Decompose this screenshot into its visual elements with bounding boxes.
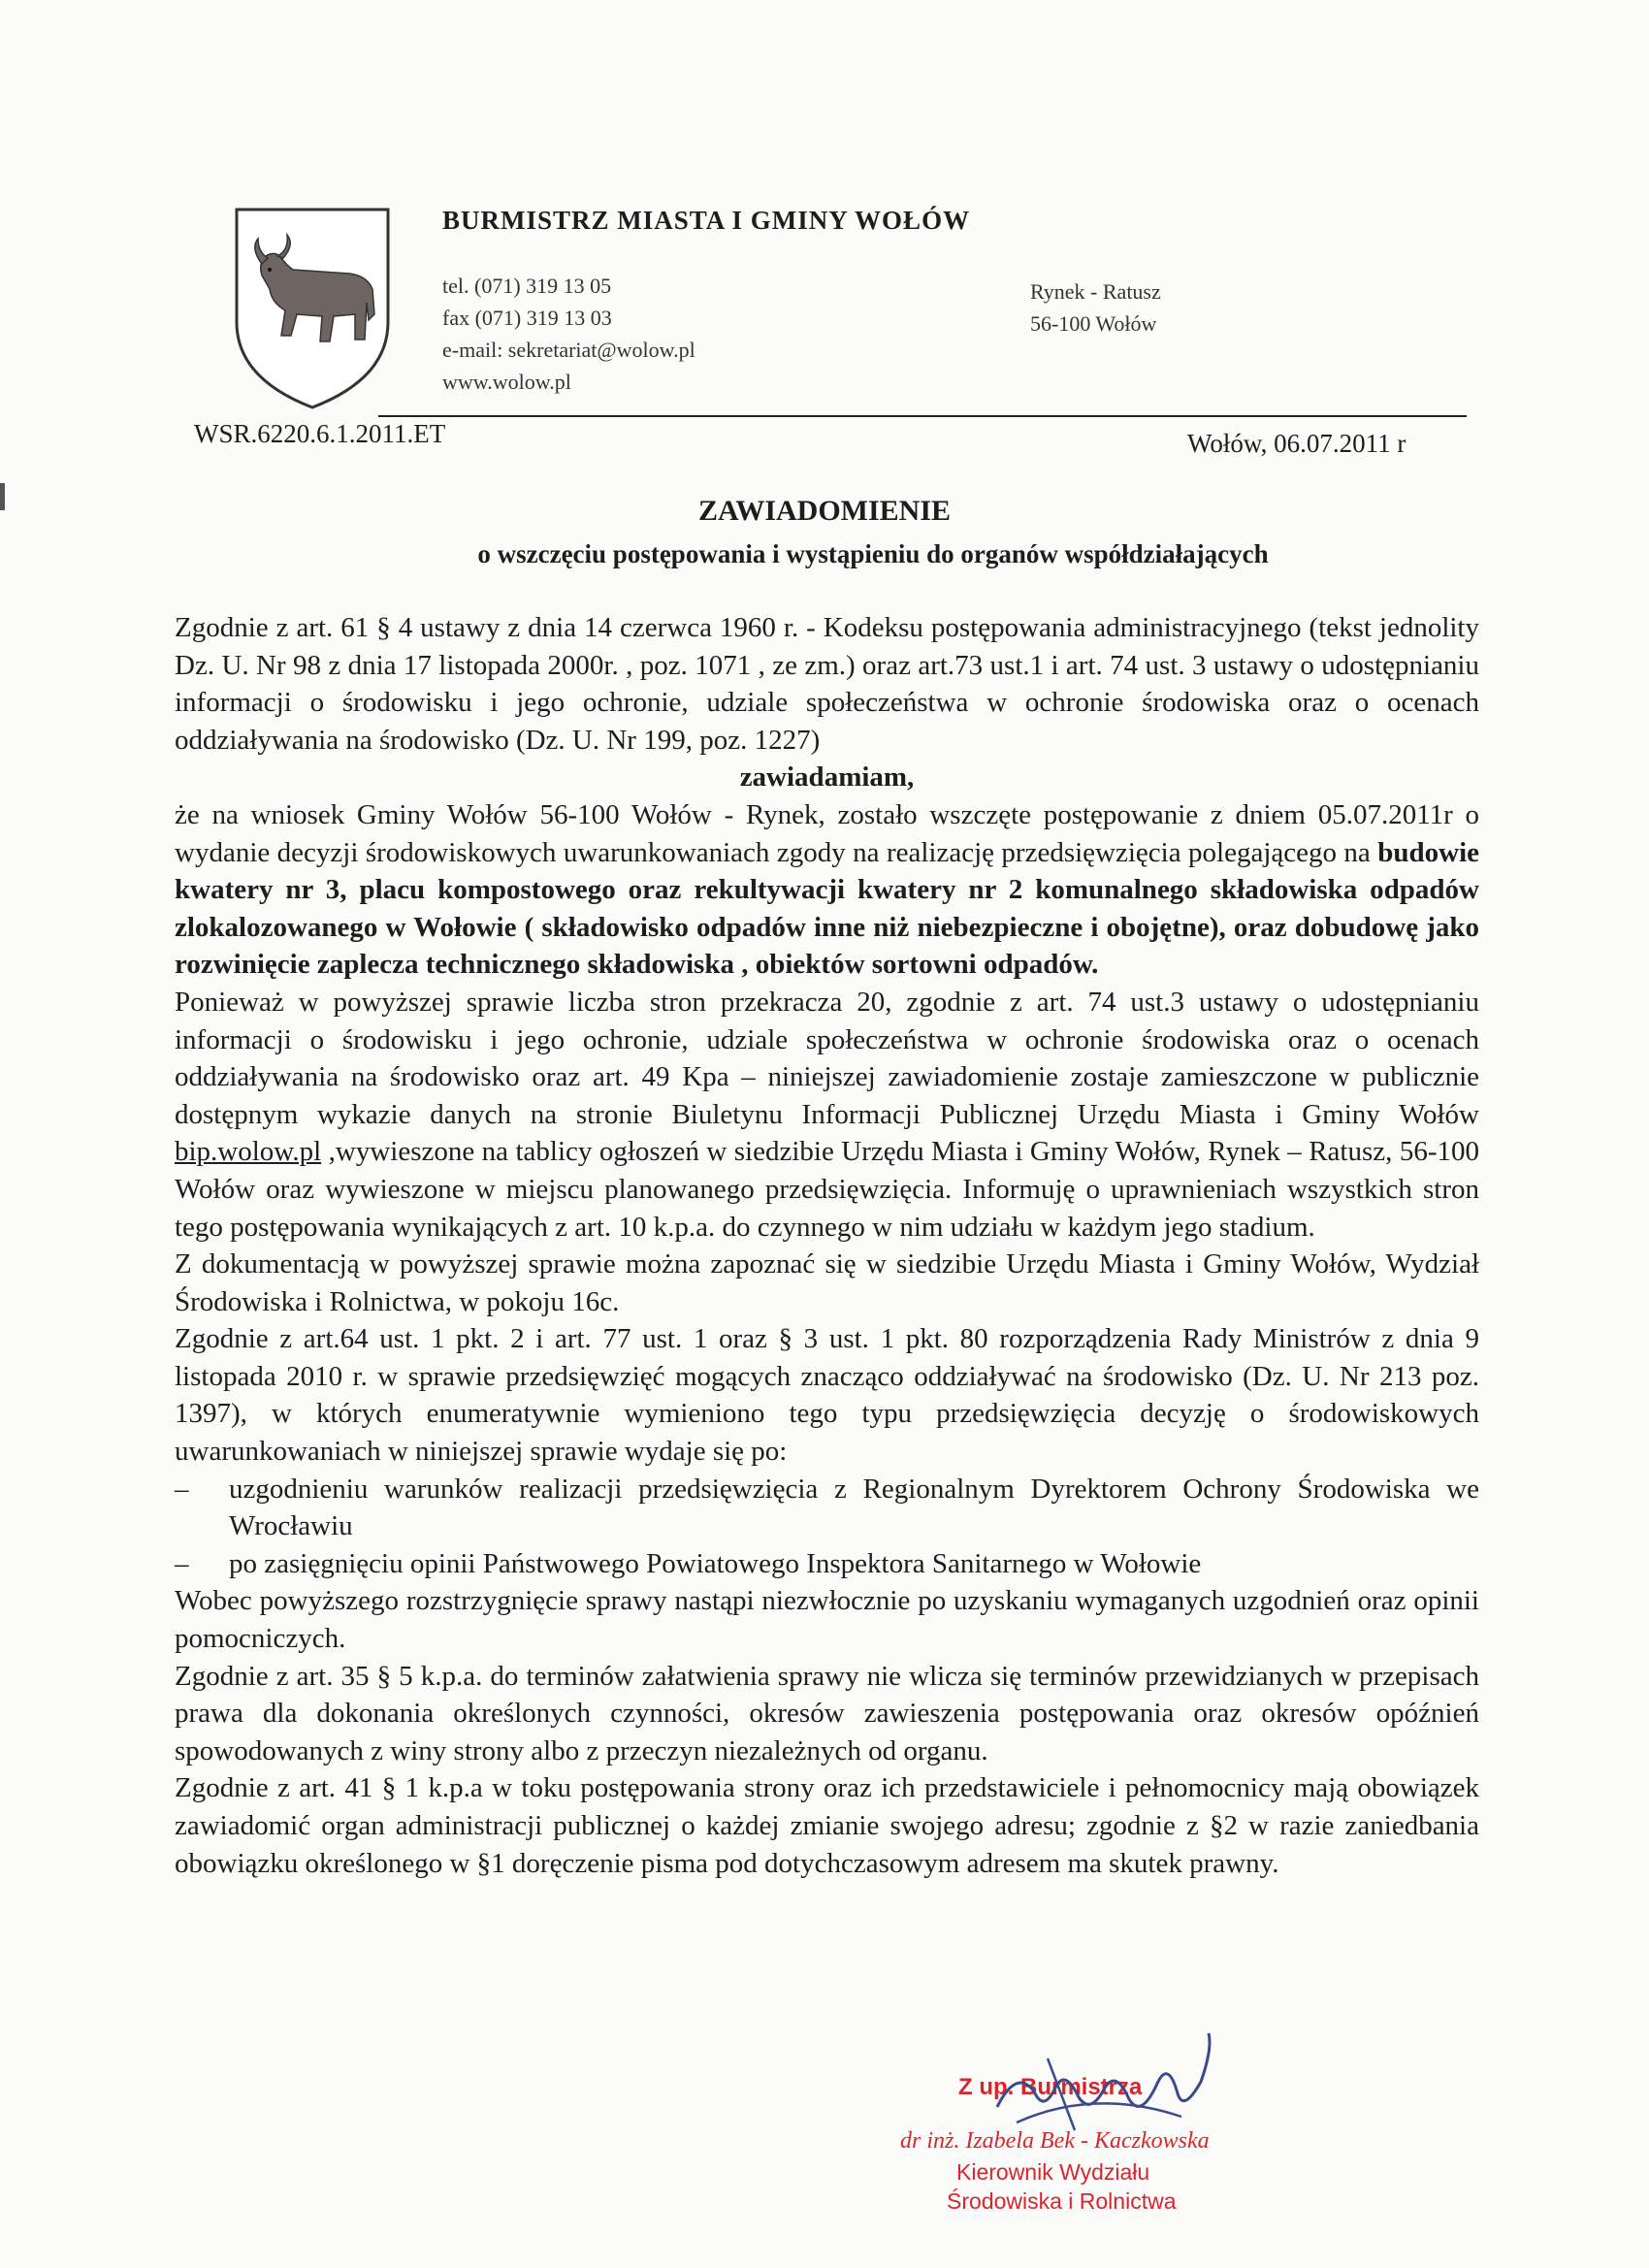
proceedings-text: że na wniosek Gminy Wołów 56-100 Wołów - Rynek, zostało wszczęte postępowanie z dniem 05.07.2011r o wydanie decyzji środowiskowych uwarunkowaniach zgody na realizację przedsięwzięcia polegającego na — [175, 798, 1479, 868]
email-text: e-mail: sekretariat@wolow.pl — [442, 338, 695, 362]
announcement-word: zawiadamiam, — [739, 761, 915, 794]
document-title: ZAWIADOMIENIE — [697, 495, 952, 527]
reference-number: WSR.6220.6.1.2011.ET — [194, 419, 446, 448]
publication-text-end: ,wywieszone na tablicy ogłoszeń w siedzibie Urzędu Miasta i Gminy Wołów, Rynek – Ratusz, 56-100 Wołów oraz wywieszone w miejscu planowanego przedsięwzięcia. Informuję o uprawnieniach wszystkich stron tego postępowania wynikających z art. 10 k.p.a. do czynnego w nim udziału w każdym jego stadium. — [175, 1136, 1479, 1243]
paragraph-regulation: Zgodnie z art.64 ust. 1 pkt. 2 i art. 77 ust. 1 oraz § 3 ust. 1 pkt. 80 rozporządzenia Rady Ministrów z dnia 9 listopada 2010 r. w sprawie przedsięwzięć mogących znacząco oddziaływać na środowisko (Dz. U. Nr 213 poz. 1397), w których enumeratywnie wymieniono tego typu przedsięwzięcia decyzję o środowiskowych uwarunkowaniach w niniejszej sprawie wydaje się po: — [175, 1323, 1479, 1468]
paragraph-publication — [175, 984, 1479, 1246]
list-item-text: po zasięgnięciu opinii Państwowego Powiatowego Inspektora Sanitarnego w Wołowie — [229, 1547, 1202, 1579]
paragraph-legal-basis: Zgodnie z art. 61 § 4 ustawy z dnia 14 czerwca 1960 r. - Kodeksu postępowania administracyjnego (tekst jednolity Dz. U. Nr 98 z dnia 17 listopada 2000r. , poz. 1071 , ze zm.) oraz art.73 ust.1 i art. 74 ust. 3 ustawy o udostępnianiu informacji o środowisku i jego ochronie, udziale społeczeństwa w ochronie środowiska oraz o ocenach oddziaływania na środowisko (Dz. U. Nr 199, poz. 1227) — [175, 612, 1479, 756]
stamp-department: Środowiska i Rolnictwa — [947, 2188, 1177, 2214]
bip-link[interactable]: bip.wolow.pl — [175, 1136, 322, 1168]
paragraph-resolution: Wobec powyższego rozstrzygnięcie sprawy nastąpi niezwłocznie po uzyskaniu wymaganych uzgodnień oraz opinii pomocniczych. — [175, 1585, 1479, 1655]
document-body — [175, 609, 1479, 1882]
paragraph-deadlines: Zgodnie z art. 35 § 5 k.p.a. do terminów załatwienia sprawy nie wlicza się terminów przewidzianych w przepisach prawa dla dokonania określonych czynności, okresów zawieszenia postępowania oraz okresów opóźnień spowodowanych z winy strony albo z przeczyn niezależnych od organu. — [175, 1660, 1479, 1766]
address-line2: 56-100 Wołów — [1030, 311, 1157, 336]
website-text: www.wolow.pl — [442, 370, 571, 394]
address-line1: Rynek - Ratusz — [1030, 279, 1161, 304]
address-block — [1030, 275, 1161, 340]
list-dash: – — [175, 1547, 189, 1579]
list-item-text: uzgodnieniu warunków realizacji przedsięwzięcia z Regionalnym Dyrektorem Ochrony Środowiska we Wrocławiu — [229, 1473, 1479, 1542]
consultation-list — [175, 1471, 1479, 1583]
contact-block — [442, 270, 695, 398]
list-item — [175, 1545, 1479, 1583]
fax-text: fax (071) 319 13 03 — [442, 306, 612, 330]
phone-text: tel. (071) 319 13 05 — [442, 274, 612, 298]
stamp-position: Kierownik Wydziału — [956, 2159, 1150, 2185]
office-title: BURMISTRZ MIASTA I GMINY WOŁÓW — [442, 206, 971, 235]
handwritten-signature — [958, 2029, 1249, 2136]
signature-stamp — [900, 2068, 1308, 2233]
list-item — [175, 1471, 1479, 1545]
paragraph-documentation: Z dokumentacją w powyższej sprawie można zapoznać się w siedzibie Urzędu Miasta i Gminy Wołów, Wydział Środowiska i Rolnictwa, w pokoju 16c. — [175, 1248, 1479, 1317]
stamp-authority: Z up. Burmistrza — [958, 2074, 1143, 2100]
letterhead-divider — [378, 415, 1467, 417]
project-description: budowie kwatery nr 3, placu kompostowego oraz rekultywacji kwatery nr 2 komunalnego składowiska odpadów zlokalozowanego w Wołowie ( składowisko odpadów inne niż niebezpieczne i obojętne), oraz dobudowę jako rozwinięcie zaplecza technicznego składowiska , obiektów sortowni odpadów. — [175, 836, 1479, 981]
list-dash: – — [175, 1473, 189, 1505]
bull-crest-icon — [233, 206, 392, 411]
stamp-signatory: dr inż. Izabela Bek - Kaczkowska — [900, 2128, 1210, 2154]
paragraph-address-change: Zgodnie z art. 41 § 1 k.p.a w toku postępowania strony oraz ich przedstawiciele i pełnomocnicy mają obowiązek zawiadomić organ administracji publicznej o każdej zmianie swojego adresu; zgodnie z §2 w razie zaniedbania obowiązku określonego w §1 doręczenie pisma pod dotychczasowym adresem ma skutek prawny. — [175, 1772, 1479, 1879]
document-subtitle: o wszczęciu postępowania i wystąpieniu do organów współdziałających — [477, 539, 1269, 568]
publication-text: Ponieważ w powyższej sprawie liczba stron przekracza 20, zgodnie z art. 74 ust.3 ustawy o udostępnianiu informacji o środowisku i jego ochronie, udziale społeczeństwa w ochronie środowiska oraz o ocenach oddziaływania na środowisko oraz art. 49 Kpa – niniejszej zawiadomienie zostaje zamieszczone w publicznie dostępnym wykazie danych na stronie Biuletynu Informacji Publicznej Urzędu Miasta i Gminy Wołów — [175, 986, 1479, 1130]
place-date: Wołów, 06.07.2011 r — [1187, 429, 1406, 458]
paragraph-proceedings — [175, 796, 1479, 984]
